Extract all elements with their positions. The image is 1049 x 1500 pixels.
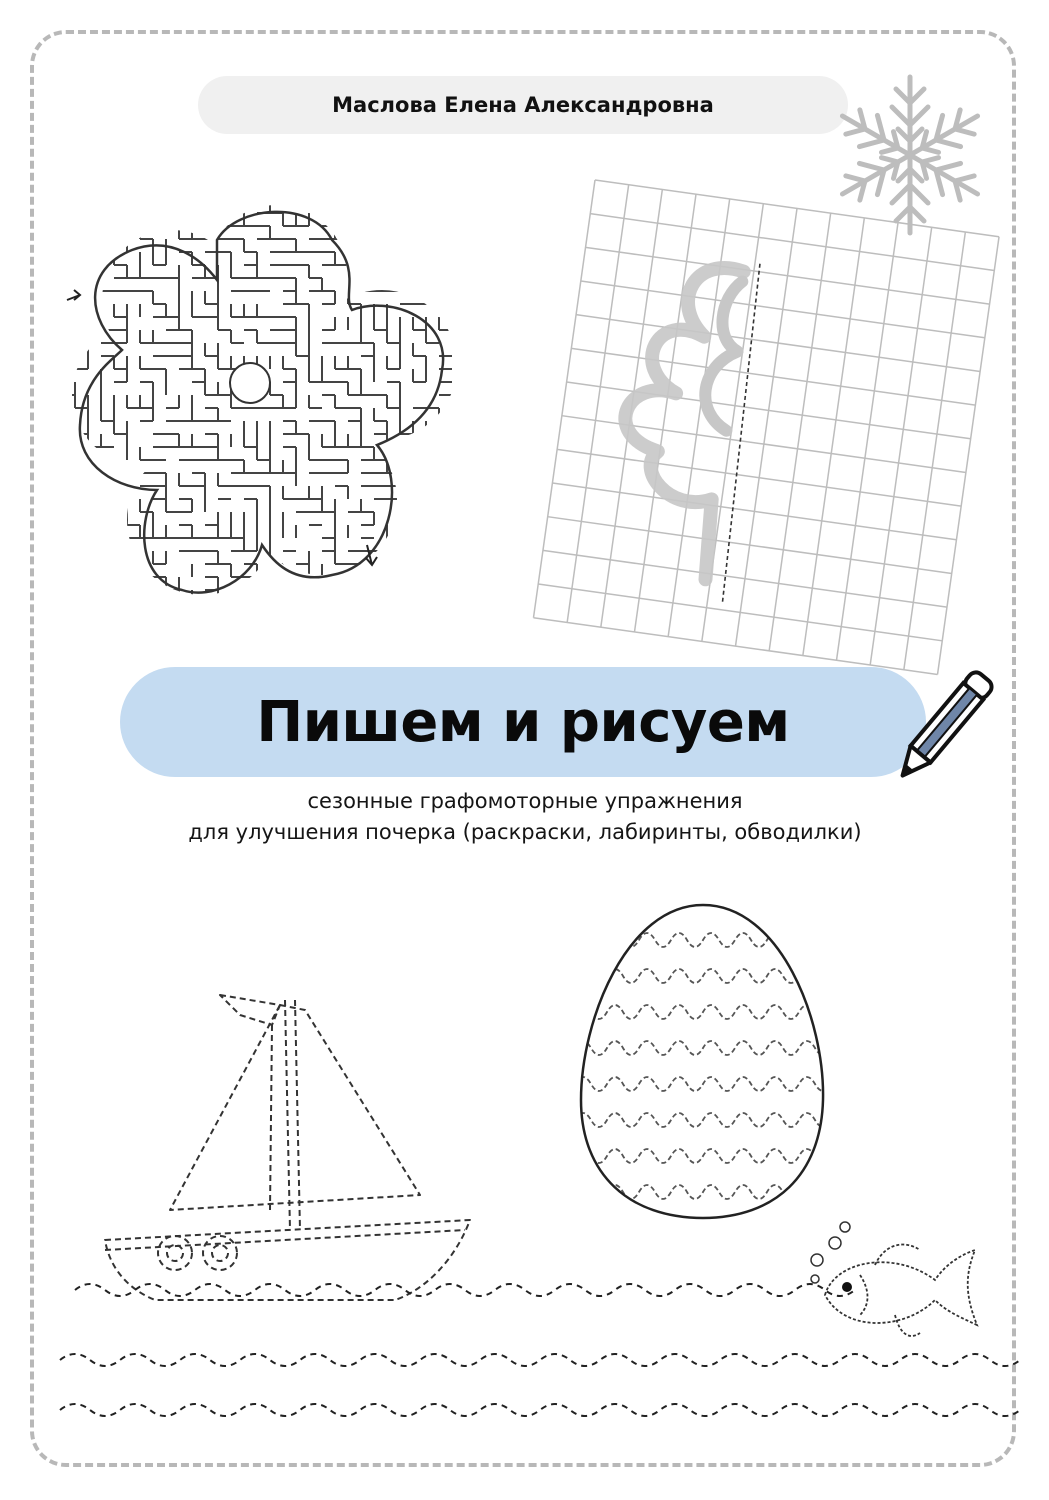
subtitle-line-2: для улучшения почерка (раскраски, лабиринты, обводилки) [188, 820, 862, 844]
symmetry-grid [500, 175, 975, 655]
subtitle-line-1: сезонные графомоторные упражнения [307, 789, 743, 813]
title-banner [120, 667, 926, 777]
author-name: Маслова Елена Александровна [332, 93, 714, 117]
wave-lines [0, 1260, 1049, 1440]
pencil-icon [888, 655, 1003, 795]
subtitle [60, 786, 990, 848]
page-title: Пишем и рисуем [256, 689, 790, 755]
author-banner [198, 76, 848, 134]
easter-egg [575, 900, 830, 1225]
flower-maze [62, 200, 452, 600]
